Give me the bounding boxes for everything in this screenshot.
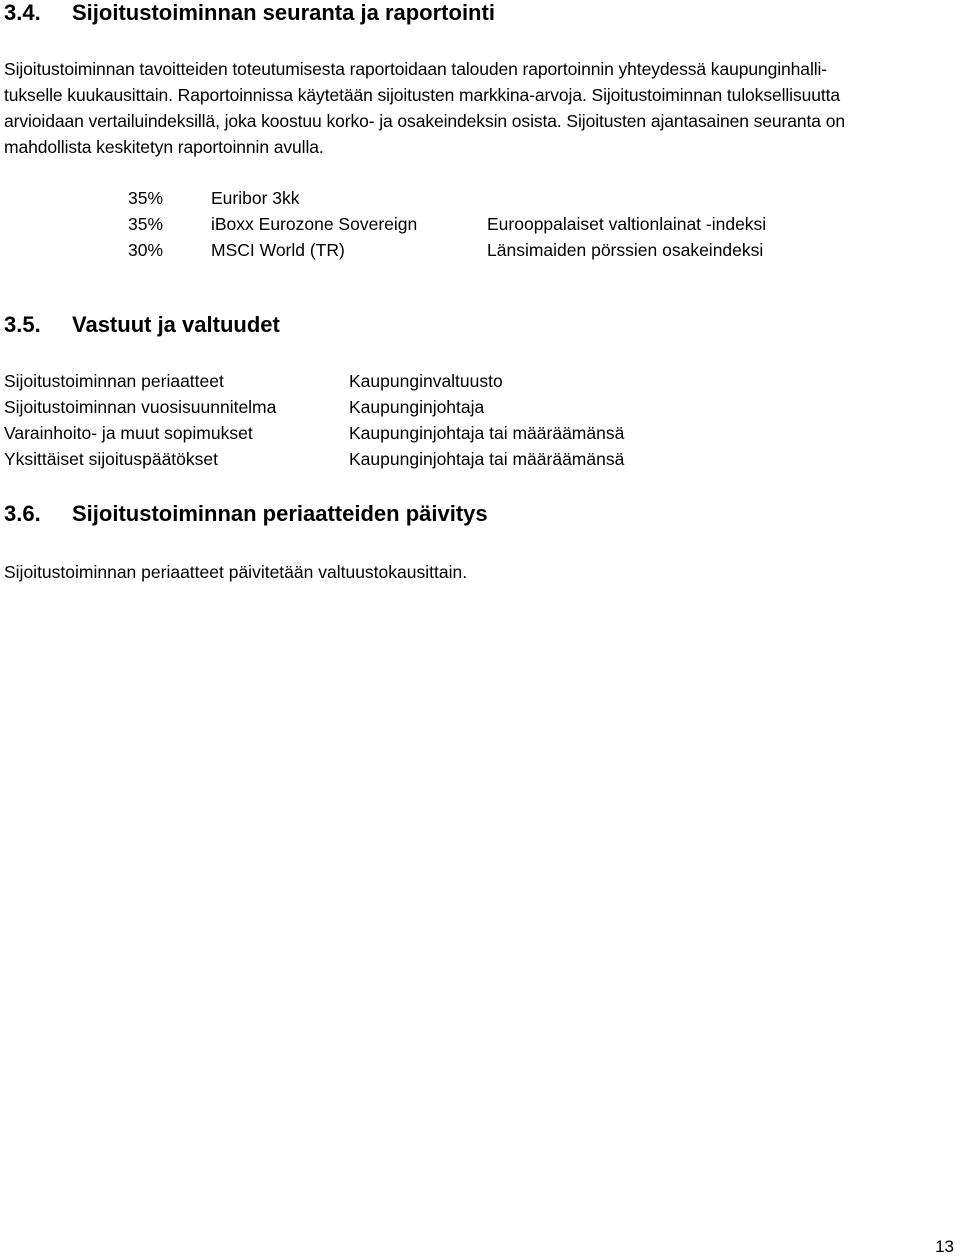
section-3-4-heading — [4, 2, 495, 24]
section-3-6-paragraph: Sijoitustoiminnan periaatteet päivitetään valtuustokausittain. — [4, 562, 468, 582]
section-3-4-paragraph — [4, 56, 954, 160]
section-3-5-heading — [4, 314, 280, 336]
responsibility-owner: Kaupunginjohtaja tai määräämänsä — [349, 423, 625, 443]
responsibility-item: Varainhoito- ja muut sopimukset — [4, 423, 253, 443]
benchmark-weight: 35% — [128, 188, 164, 208]
benchmark-index: iBoxx Eurozone Sovereign — [211, 214, 418, 234]
page-number: 13 — [935, 1237, 954, 1256]
benchmark-description: Eurooppalaiset valtionlainat -indeksi — [487, 214, 767, 234]
section-title: Sijoitustoiminnan seuranta ja raportointi — [72, 0, 495, 25]
responsibility-item: Yksittäiset sijoituspäätökset — [4, 449, 218, 469]
paragraph-line: tukselle kuukausittain. Raportoinnissa käytetään sijoitusten markkina-arvoja. Sijoitustoiminnan tuloksellisuutta — [4, 85, 841, 105]
section-title: Vastuut ja valtuudet — [72, 312, 280, 337]
section-title: Sijoitustoiminnan periaatteiden päivitys — [72, 501, 488, 526]
section-number: 3.5. — [4, 312, 41, 337]
section-number: 3.4. — [4, 0, 41, 25]
responsibility-owner: Kaupunginjohtaja — [349, 397, 485, 417]
paragraph-line: arvioidaan vertailuindeksillä, joka koostuu korko- ja osakeindeksin osista. Sijoitusten ajantasainen seuranta on — [4, 111, 845, 131]
responsibility-owner: Kaupunginjohtaja tai määräämänsä — [349, 449, 625, 469]
responsibility-item: Sijoitustoiminnan vuosisuunnitelma — [4, 397, 277, 417]
paragraph-line: mahdollista keskitetyn raportoinnin avulla. — [4, 137, 324, 157]
responsibility-owner: Kaupunginvaltuusto — [349, 371, 503, 391]
benchmark-index: Euribor 3kk — [211, 188, 300, 208]
benchmark-description: Länsimaiden pörssien osakeindeksi — [487, 240, 764, 260]
section-3-6-heading — [4, 503, 488, 525]
benchmark-weight: 30% — [128, 240, 164, 260]
section-number: 3.6. — [4, 501, 41, 526]
benchmark-index: MSCI World (TR) — [211, 240, 345, 260]
paragraph-line: Sijoitustoiminnan tavoitteiden toteutumisesta raportoidaan talouden raportoinnin yhteydessä kaupunginhalli- — [4, 59, 828, 79]
benchmark-weight: 35% — [128, 214, 164, 234]
responsibility-item: Sijoitustoiminnan periaatteet — [4, 371, 224, 391]
